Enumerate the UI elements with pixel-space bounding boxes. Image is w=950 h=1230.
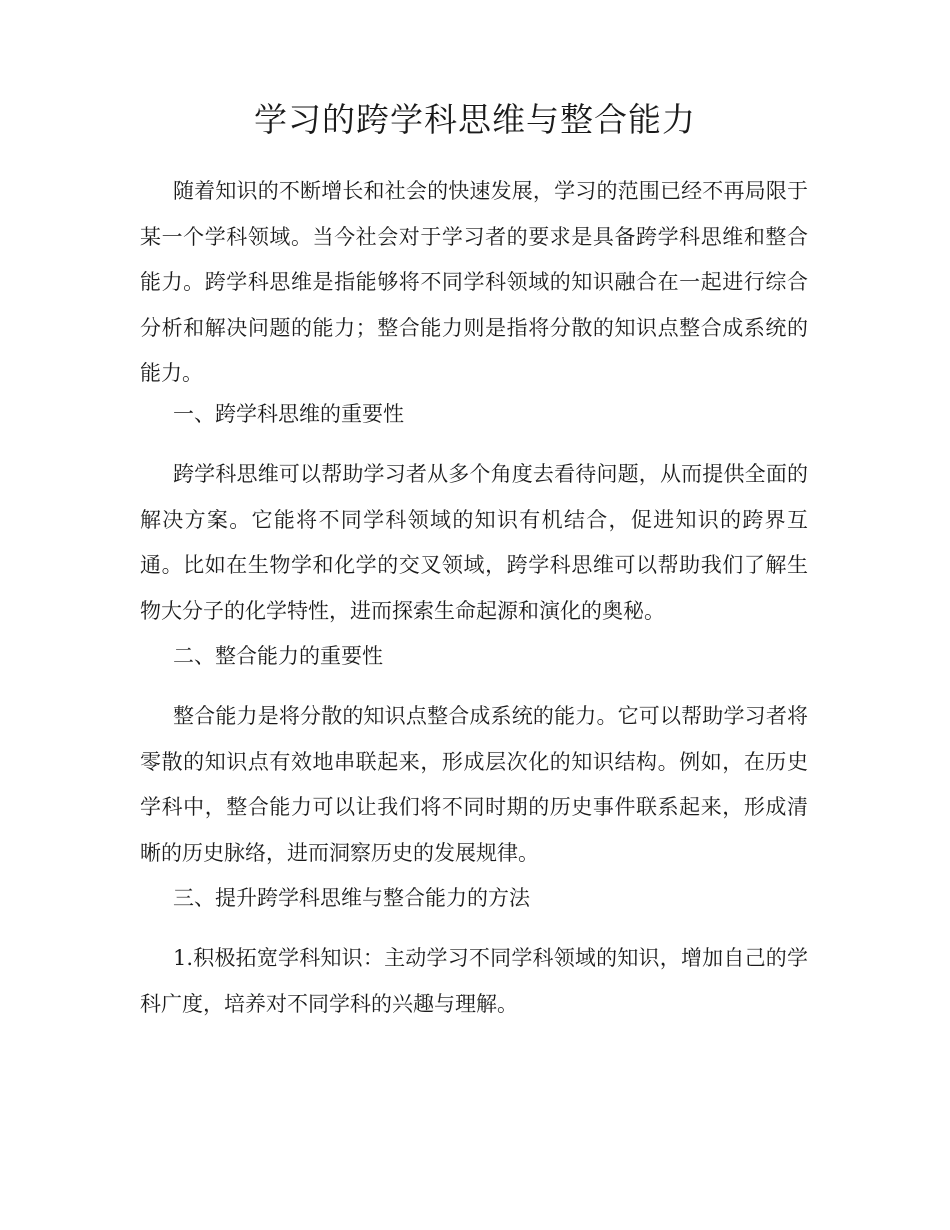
- section-heading-1: 一、跨学科思维的重要性: [173, 402, 404, 426]
- section-paragraph-2: 整合能力是将分散的知识点整合成系统的能力。它可以帮助学习者将零散的知识点有效地串联起来，形成层次化的知识结构。例如，在历史学科中，整合能力可以让我们将不同时期的历史事件联系起来，形成清晰的历史脉络，进而洞察历史的发展规律。: [140, 704, 808, 865]
- section-heading-3: 三、提升跨学科思维与整合能力的方法: [173, 886, 530, 910]
- section-paragraph-1: 跨学科思维可以帮助学习者从多个角度去看待问题，从而提供全面的解决方案。它能将不同学科领域的知识有机结合，促进知识的跨界互通。比如在生物学和化学的交叉领域，跨学科思维可以帮助我们了解生物大分子的化学特性，进而探索生命起源和演化的奥秘。: [140, 462, 808, 623]
- section-heading-2: 二、整合能力的重要性: [173, 644, 383, 668]
- method-item-1: 1.积极拓宽学科知识：主动学习不同学科领域的知识，增加自己的学科广度，培养对不同学科的兴趣与理解。: [140, 946, 808, 1016]
- document-title: 学习的跨学科思维与整合能力: [254, 100, 696, 139]
- intro-paragraph: 随着知识的不断增长和社会的快速发展，学习的范围已经不再局限于某一个学科领域。当今社会对于学习者的要求是具备跨学科思维和整合能力。跨学科思维是指能够将不同学科领域的知识融合在一起进行综合分析和解决问题的能力；整合能力则是指将分散的知识点整合成系统的能力。: [140, 179, 808, 385]
